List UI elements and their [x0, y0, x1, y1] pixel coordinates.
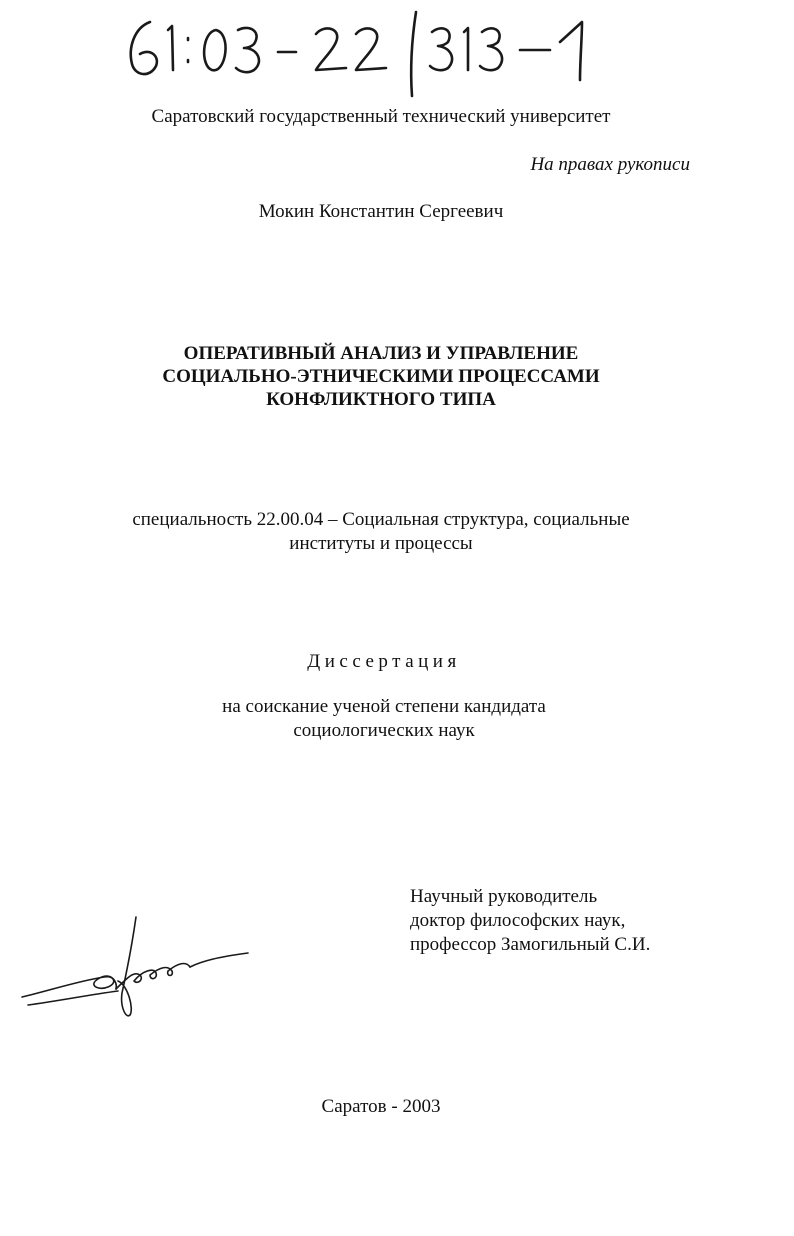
handwritten-archive-code: [120, 8, 650, 100]
title-line: КОНФЛИКТНОГО ТИПА: [266, 389, 496, 410]
degree-line: социологических наук: [293, 720, 475, 741]
specialty-line: институты и процессы: [289, 533, 473, 554]
specialty-line: специальность 22.00.04 – Социальная структура, социальные: [132, 509, 630, 530]
supervisor-block: [410, 885, 650, 957]
document-type: Диссертация: [307, 651, 461, 672]
title-line: ОПЕРАТИВНЫЙ АНАЛИЗ И УПРАВЛЕНИЕ: [183, 343, 579, 364]
author-name: Мокин Константин Сергеевич: [258, 201, 504, 222]
degree-block: [0, 695, 768, 743]
dissertation-title: [0, 342, 762, 411]
supervisor-line: Научный руководитель: [410, 886, 598, 907]
degree-line: на соискание ученой степени кандидата: [222, 696, 546, 717]
specialty-block: [0, 508, 762, 556]
supervisor-line: доктор философских наук,: [410, 910, 626, 931]
supervisor-line: профессор Замогильный С.И.: [410, 934, 651, 955]
author-signature: [18, 915, 258, 1025]
city-year: Саратов - 2003: [321, 1096, 441, 1117]
title-line: СОЦИАЛЬНО-ЭТНИЧЕСКИМИ ПРОЦЕССАМИ: [162, 366, 600, 387]
manuscript-note: На правах рукописи: [530, 154, 690, 175]
university-name: Саратовский государственный технический университет: [151, 106, 611, 127]
